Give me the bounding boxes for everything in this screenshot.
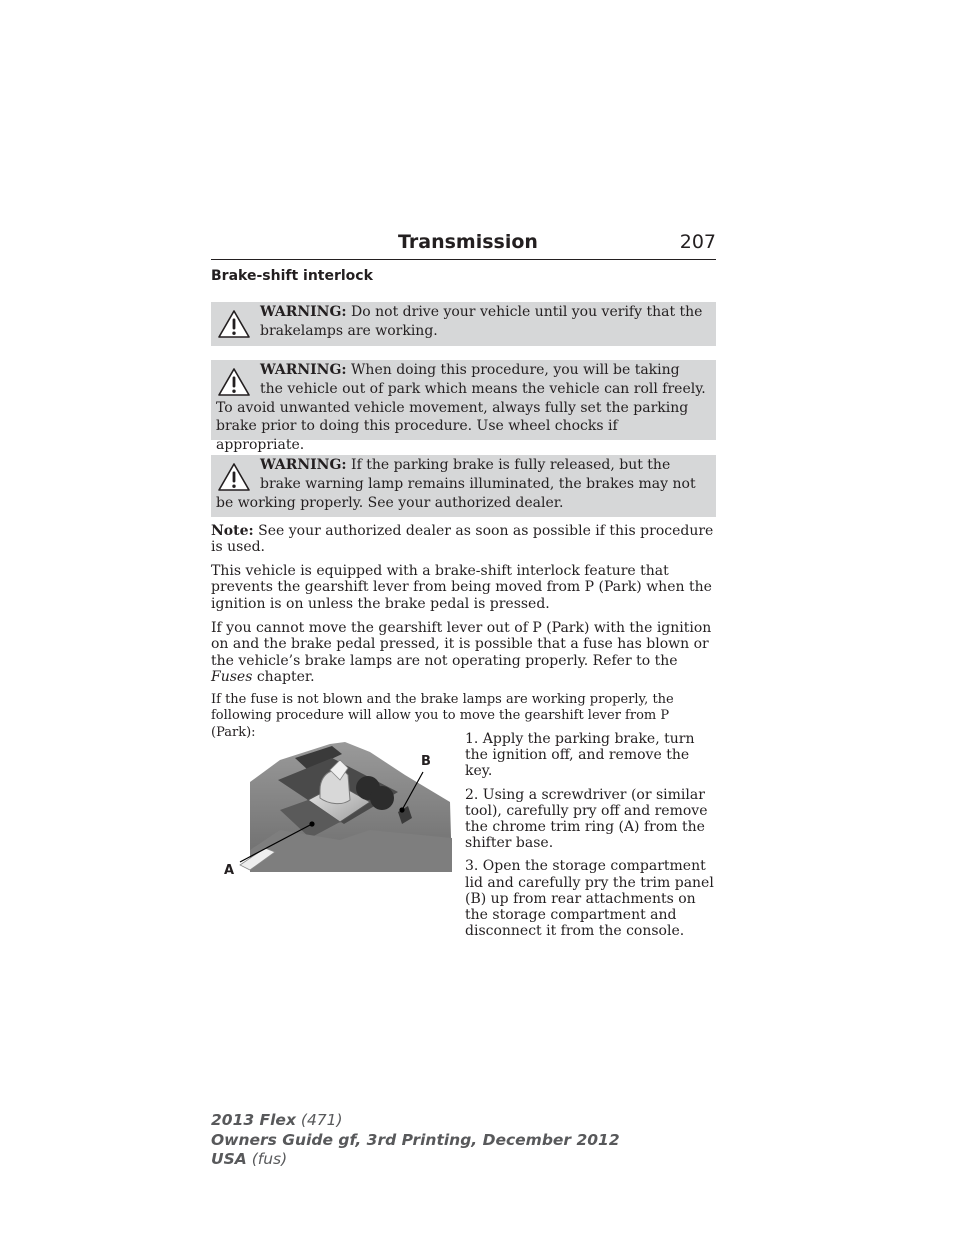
warning-triangle-icon: [217, 462, 251, 492]
callout-label-b: B: [421, 754, 431, 769]
section-heading: Brake-shift interlock: [211, 268, 373, 284]
warning-box-3: [211, 455, 716, 517]
warning-label: WARNING:: [260, 304, 347, 320]
step-item: 1. Apply the parking brake, turn the ignition off, and remove the key.: [465, 731, 695, 780]
text-run: If you cannot move the gearshift lever out of P (Park) with the ignition on and the brake pedal pressed, it is possible that a fuse has blown or the vehicle’s brake lamps are not operating properly. Refer to the: [211, 620, 712, 669]
warning-box-1: [211, 302, 716, 346]
page-footer: [211, 1111, 620, 1170]
footer-line-2: [211, 1131, 620, 1151]
warning-label: WARNING:: [260, 362, 347, 378]
footer-model: 2013 Flex: [211, 1111, 296, 1129]
warning-text: Do not drive your vehicle until you verify that the brakelamps are working.: [260, 304, 703, 339]
note-text: See your authorized dealer as soon as possible if this procedure is used.: [211, 523, 714, 556]
note-label: Note:: [211, 523, 254, 539]
footer-model-code: (471): [300, 1111, 343, 1129]
warning-text: If the parking brake is fully released, but the brake warning lamp remains illuminated, the brakes may not be working properly. See your authorized dealer.: [216, 457, 696, 511]
page-number: 207: [679, 231, 716, 253]
chapter-title: Transmission: [398, 231, 538, 253]
step-item: 2. Using a screwdriver (or similar tool), carefully pry off and remove the chrome trim ring (A) from the shifter base.: [465, 786, 708, 852]
warning-text: When doing this procedure, you will be taking the vehicle out of park which means the vehicle can roll freely. To avoid unwanted vehicle movement, always fully set the parking brake prior to doing this procedure. Use wheel chocks if appropriate.: [216, 362, 706, 454]
warning-label: WARNING:: [260, 457, 347, 473]
footer-market: USA: [211, 1150, 247, 1168]
callout-label-a: A: [224, 863, 235, 878]
text-run: chapter.: [252, 668, 315, 685]
note-paragraph: [211, 523, 717, 556]
body-paragraph: If the fuse is not blown and the brake lamps are working properly, the following procedure will allow you to move the gearshift lever from P (Park):: [211, 692, 674, 740]
footer-guide-info: Owners Guide gf, 3rd Printing, December 2012: [211, 1130, 620, 1149]
warning-box-2: [211, 360, 716, 454]
warning-triangle-icon: [217, 309, 251, 339]
page-header: [211, 229, 716, 260]
step-item: 3. Open the storage compartment lid and carefully pry the trim panel (B) up from rear attachments on the storage compartment and disconnect it from the console.: [465, 858, 714, 940]
body-paragraph: This vehicle is equipped with a brake-shift interlock feature that prevents the gearshift lever from being moved from P (Park) when the ignition is on unless the brake pedal is pressed.: [211, 563, 712, 612]
warning-triangle-icon: [217, 367, 251, 397]
body-paragraph-fuses: [211, 620, 717, 685]
footer-line-3: [211, 1150, 620, 1170]
footer-market-code: (fus): [251, 1150, 288, 1168]
footer-line-1: [211, 1111, 620, 1131]
shifter-console-illustration: [220, 740, 456, 880]
procedure-steps: [465, 731, 719, 946]
fuses-chapter-reference: Fuses: [211, 668, 253, 685]
